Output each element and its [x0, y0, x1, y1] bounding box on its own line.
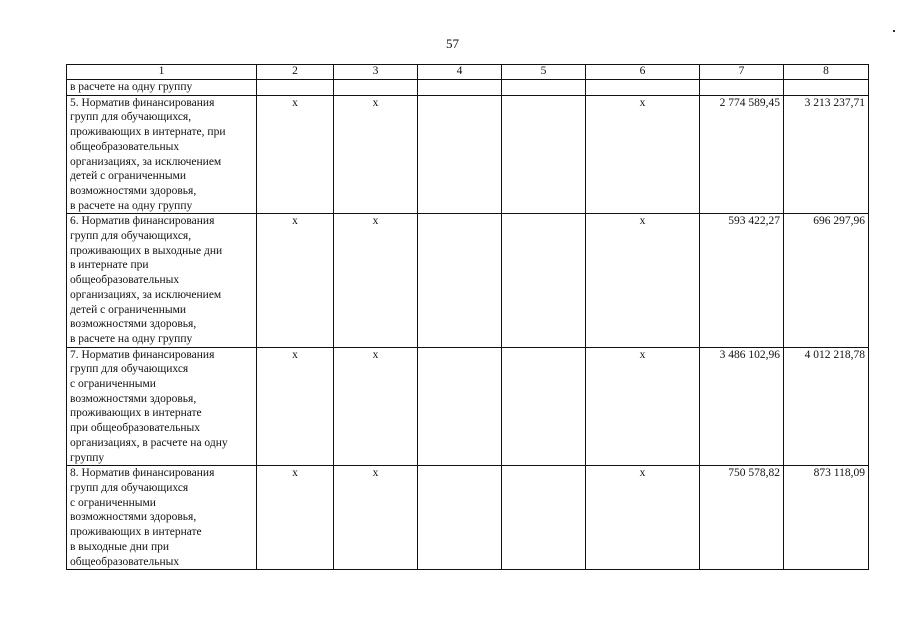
- header-col-6: 6: [586, 65, 700, 80]
- cell-col-2: х: [257, 214, 334, 347]
- header-col-2: 2: [257, 65, 334, 80]
- norm-description: [67, 80, 257, 96]
- header-col-1: 1: [67, 65, 257, 80]
- norm-description-line: группу: [70, 451, 105, 464]
- page-number: 57: [446, 36, 459, 51]
- header-col-3: 3: [334, 65, 418, 80]
- cell-col-5: [502, 95, 586, 214]
- cell-col-3: х: [334, 347, 418, 466]
- cell-col-6: х: [586, 466, 700, 570]
- cell-col-3: х: [334, 466, 418, 570]
- norm-description-line: возможностями здоровья,: [70, 184, 197, 197]
- norm-description-line: с ограниченными: [70, 496, 156, 509]
- norm-description-line: проживающих в интернате, при: [70, 126, 226, 139]
- cell-col-6: х: [586, 347, 700, 466]
- header-col-8: 8: [784, 65, 869, 80]
- header-col-4: 4: [418, 65, 502, 80]
- norm-description: [67, 347, 257, 466]
- norm-description-line: проживающих в выходные дни: [70, 244, 223, 257]
- norm-description-line: возможностями здоровья,: [70, 511, 197, 524]
- norm-description-line: 8. Норматив финансирования: [70, 467, 215, 480]
- norm-description-line: в расчете на одну группу: [70, 81, 193, 93]
- cell-col-3: х: [334, 214, 418, 347]
- cell-col-7-value: [700, 80, 784, 96]
- norm-description: [67, 466, 257, 570]
- header-col-7: 7: [700, 65, 784, 80]
- norm-description-line: организациях, в расчете на одну: [70, 436, 228, 449]
- cell-col-8-value: 696 297,96: [784, 214, 869, 347]
- norm-description-line: в расчете на одну группу: [70, 199, 193, 212]
- cell-col-8-value: 3 213 237,71: [784, 95, 869, 214]
- cell-col-8-value: 873 118,09: [784, 466, 869, 570]
- cell-col-7-value: 2 774 589,45: [700, 95, 784, 214]
- norm-description-line: организациях, за исключением: [70, 288, 222, 301]
- cell-col-5: [502, 347, 586, 466]
- norm-description: [67, 214, 257, 347]
- scan-speck: [893, 30, 895, 32]
- norm-description-line: возможностями здоровья,: [70, 318, 197, 331]
- table-row: [67, 95, 869, 214]
- norm-description-line: общеобразовательных: [70, 274, 180, 287]
- cell-col-3: х: [334, 95, 418, 214]
- norm-description-line: групп для обучающихся: [70, 481, 189, 494]
- header-col-5: 5: [502, 65, 586, 80]
- cell-col-4: [418, 466, 502, 570]
- cell-col-6: [586, 80, 700, 96]
- norm-description-line: групп для обучающихся,: [70, 230, 192, 243]
- norm-description-line: общеобразовательных: [70, 555, 180, 568]
- norm-description-line: при общеобразовательных: [70, 422, 201, 435]
- norm-description-line: общеобразовательных: [70, 140, 180, 153]
- cell-col-6: х: [586, 95, 700, 214]
- cell-col-3: [334, 80, 418, 96]
- norm-description: [67, 95, 257, 214]
- norm-description-line: организациях, за исключением: [70, 155, 222, 168]
- cell-col-2: х: [257, 95, 334, 214]
- table-row: [67, 214, 869, 347]
- norm-description-line: 7. Норматив финансирования: [70, 348, 215, 361]
- cell-col-4: [418, 347, 502, 466]
- table-body: [67, 80, 869, 570]
- financing-norms-table: [66, 64, 869, 570]
- norm-description-line: с ограниченными: [70, 378, 156, 391]
- norm-description-line: в интернате при: [70, 259, 149, 272]
- norm-description-line: групп для обучающихся: [70, 363, 189, 376]
- cell-col-7-value: 3 486 102,96: [700, 347, 784, 466]
- norm-description-line: в выходные дни при: [70, 540, 169, 553]
- norm-description-line: проживающих в интернате: [70, 526, 202, 539]
- cell-col-2: х: [257, 347, 334, 466]
- cell-col-5: [502, 80, 586, 96]
- table-row: [67, 347, 869, 466]
- norm-description-line: 6. Норматив финансирования: [70, 215, 215, 228]
- cell-col-5: [502, 466, 586, 570]
- table-row: [67, 466, 869, 570]
- norm-description-line: в расчете на одну группу: [70, 332, 193, 345]
- norm-description-line: проживающих в интернате: [70, 407, 202, 420]
- norm-description-line: детей с ограниченными: [70, 303, 187, 316]
- cell-col-2: [257, 80, 334, 96]
- header-row: [67, 65, 869, 80]
- norm-description-line: 5. Норматив финансирования: [70, 96, 215, 109]
- norm-description-line: детей с ограниченными: [70, 170, 187, 183]
- cell-col-7-value: 750 578,82: [700, 466, 784, 570]
- table-row: [67, 80, 869, 96]
- cell-col-8-value: [784, 80, 869, 96]
- cell-col-2: х: [257, 466, 334, 570]
- cell-col-5: [502, 214, 586, 347]
- norm-description-line: групп для обучающихся,: [70, 111, 192, 124]
- cell-col-4: [418, 95, 502, 214]
- cell-col-4: [418, 80, 502, 96]
- cell-col-6: х: [586, 214, 700, 347]
- cell-col-8-value: 4 012 218,78: [784, 347, 869, 466]
- cell-col-7-value: 593 422,27: [700, 214, 784, 347]
- norm-description-line: возможностями здоровья,: [70, 392, 197, 405]
- cell-col-4: [418, 214, 502, 347]
